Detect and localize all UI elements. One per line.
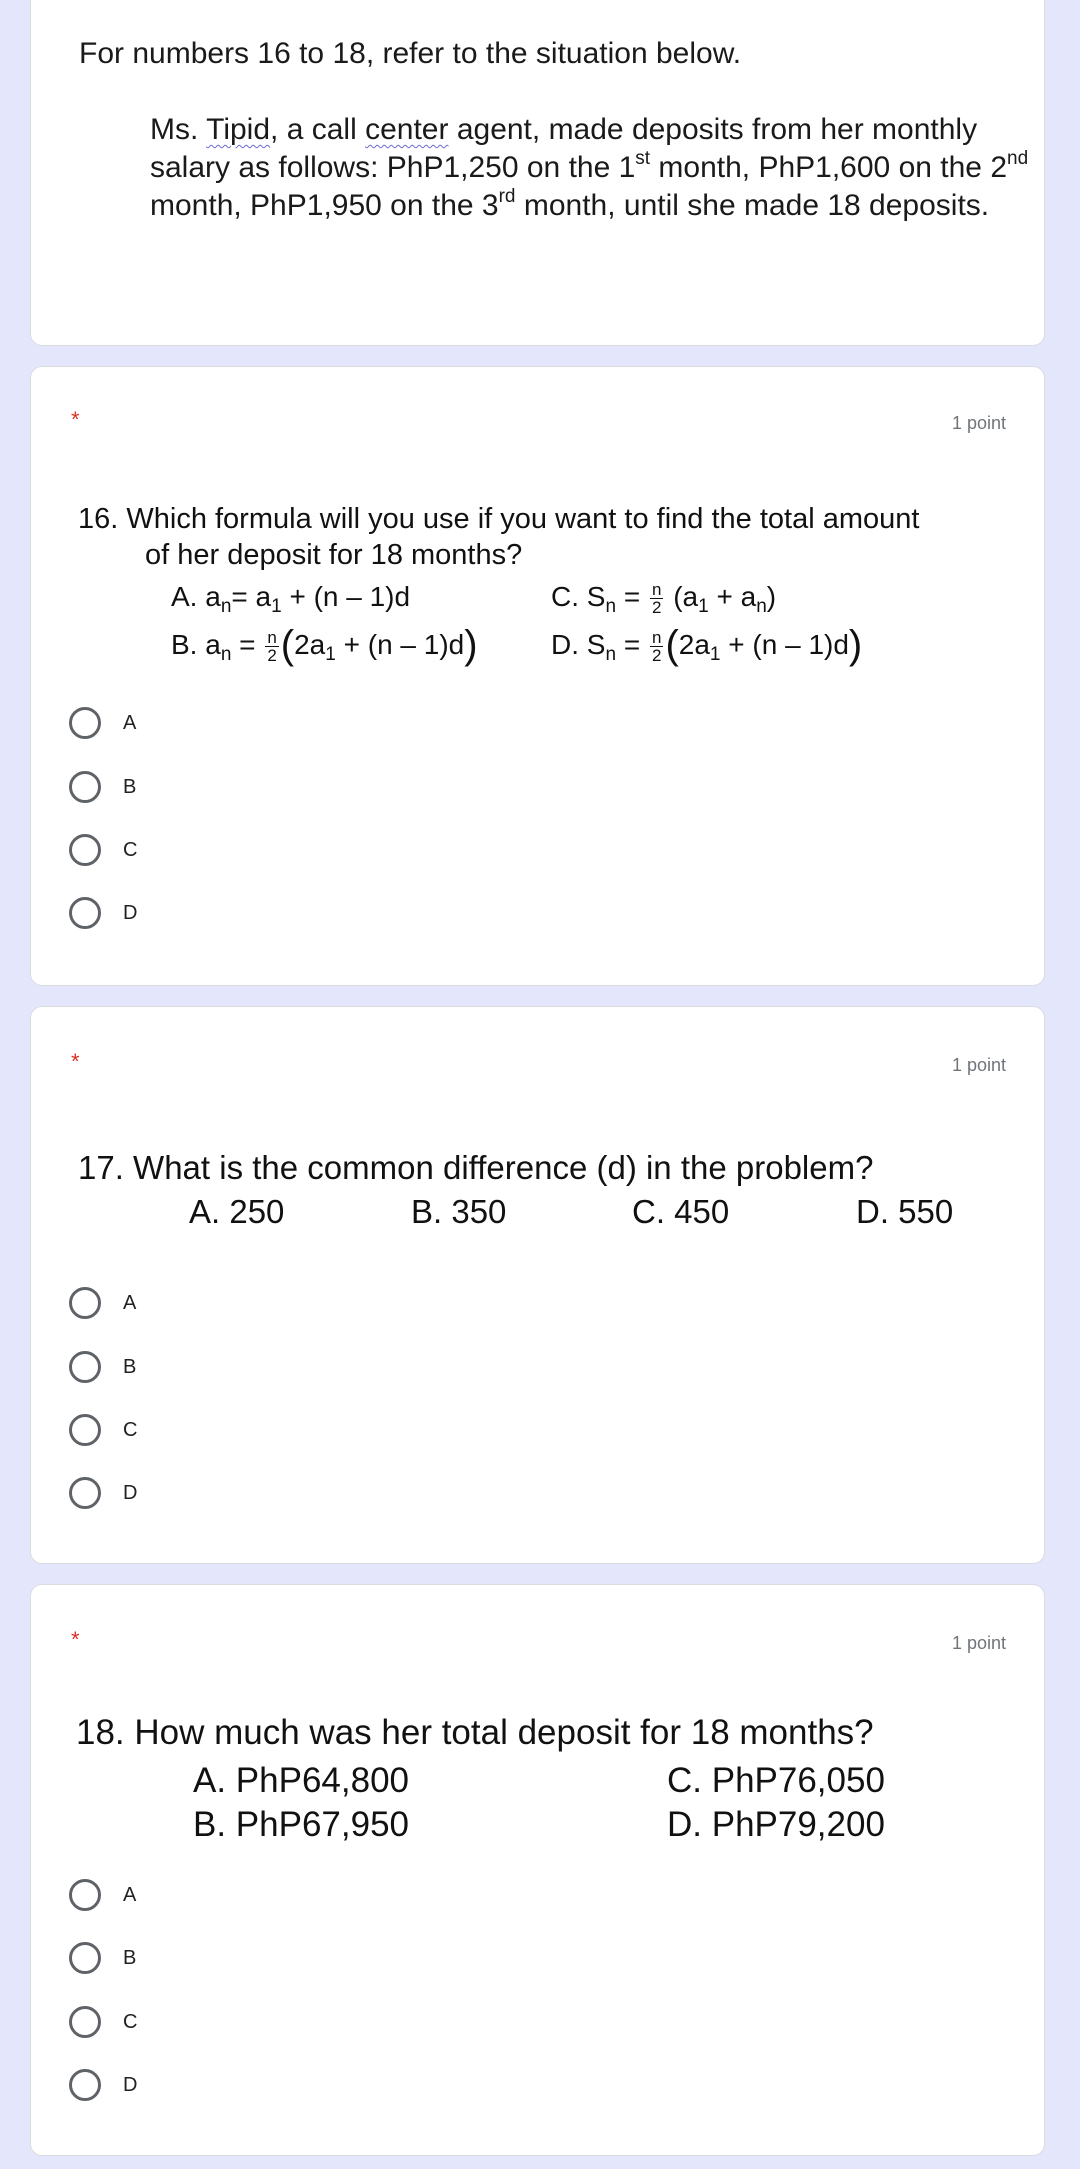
radio-button[interactable] — [69, 1351, 101, 1383]
answer-option-a: A. 250 — [189, 1193, 285, 1230]
radio-button[interactable] — [69, 1477, 101, 1509]
formula-option-c: C. $S_n$ = $\frac{n}{2}$ $(a_1 + a_n)$ — [551, 580, 777, 618]
radio-option-b[interactable]: B — [69, 1938, 136, 1978]
points-label: 1 point — [951, 413, 1006, 433]
radio-option-c[interactable]: C — [69, 1410, 137, 1450]
required-asterisk: * — [71, 1049, 80, 1074]
required-asterisk: * — [71, 1627, 80, 1652]
answer-option-b: B. PhP67,950 — [193, 1805, 409, 1844]
radio-option-b[interactable]: B — [69, 767, 136, 807]
required-asterisk: * — [71, 407, 80, 432]
answer-option-d: D. 550 — [856, 1193, 954, 1230]
radio-button[interactable] — [69, 834, 101, 866]
situation-card — [30, 0, 1045, 346]
answer-option-c: C. 450 — [632, 1193, 730, 1230]
radio-button[interactable] — [69, 1879, 101, 1911]
radio-option-b[interactable]: B — [69, 1347, 136, 1387]
answer-option-b: B. 350 — [411, 1193, 507, 1230]
answer-option-a: A. PhP64,800 — [193, 1761, 409, 1800]
question-text-line1: 17. What is the common difference (d) in the problem? — [78, 1149, 874, 1186]
points-label: 1 point — [951, 1633, 1006, 1653]
formula-option-a: A. $a_n= a_1 + (n - 1)d$ — [171, 581, 411, 617]
radio-option-a[interactable]: A — [69, 1875, 136, 1915]
situation-intro: For numbers 16 to 18, refer to the situation below. — [79, 37, 742, 70]
radio-button[interactable] — [69, 1942, 101, 1974]
radio-button[interactable] — [69, 1414, 101, 1446]
radio-button[interactable] — [69, 1287, 101, 1319]
radio-option-a[interactable]: A — [69, 703, 136, 743]
radio-button[interactable] — [69, 897, 101, 929]
formula-option-b: B. $a_n$ = $\frac{n}{2}$ $(2a_1 + (n - 1)d)$ — [171, 623, 478, 667]
radio-option-a[interactable]: A — [69, 1283, 136, 1323]
radio-button[interactable] — [69, 2006, 101, 2038]
question-card-17 — [30, 1006, 1045, 1564]
radio-button[interactable] — [69, 2069, 101, 2101]
radio-option-d[interactable]: D — [69, 893, 137, 933]
points-label: 1 point — [951, 1055, 1006, 1075]
radio-button[interactable] — [69, 707, 101, 739]
radio-option-d[interactable]: D — [69, 1473, 137, 1513]
question-card-16 — [30, 366, 1045, 986]
question-text-line1: 18. How much was her total deposit for 18 months? — [76, 1713, 874, 1752]
radio-option-c[interactable]: C — [69, 830, 137, 870]
question-text-line2: of her deposit for 18 months? — [145, 539, 523, 571]
situation-text: Ms. Tipid, a call center agent, made deposits from her monthly salary as follows: PhP1,250 on the 1st month, PhP1,600 on the 2nd month, PhP1,950 on the 3rd month, until she made 18 deposits. — [150, 113, 1029, 222]
question-card-18 — [30, 1584, 1045, 2156]
formula-option-d: D. $S_n$ = $\frac{n}{2}$ $(2a_1 + (n - 1)d)$ — [551, 623, 863, 667]
answer-option-c: C. PhP76,050 — [667, 1761, 885, 1800]
radio-button[interactable] — [69, 771, 101, 803]
question-text-line1: 16. Which formula will you use if you want to find the total amount — [78, 503, 920, 535]
radio-option-c[interactable]: C — [69, 2002, 137, 2042]
radio-option-d[interactable]: D — [69, 2065, 137, 2105]
answer-option-d: D. PhP79,200 — [667, 1805, 885, 1844]
